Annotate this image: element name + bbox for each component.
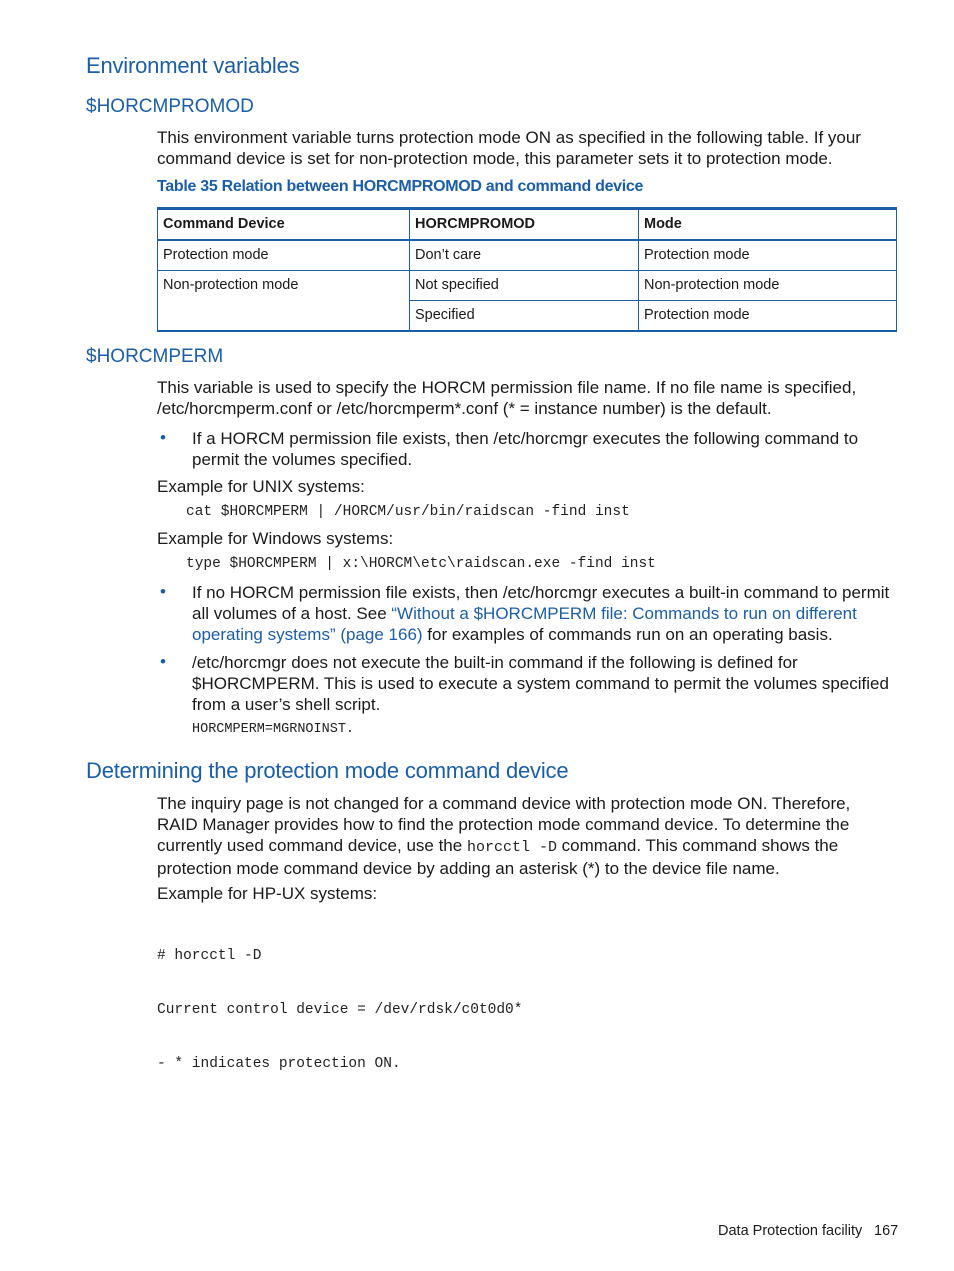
hpux-example-label: Example for HP-UX systems:: [157, 884, 378, 903]
perm-line-2: /etc/horcmperm.conf or /etc/horcmperm*.conf (* = instance number) is the default.: [157, 399, 772, 418]
bullet-1-line-2: permit the volumes specified.: [192, 450, 413, 469]
bullet-icon: •: [160, 582, 166, 601]
determine-paragraph: [157, 793, 850, 879]
bullet-3-line-1: /etc/horcmgr does not execute the built-in command if the following is defined for: [192, 653, 798, 672]
bullet-3-line-3: from a user’s shell script.: [192, 695, 381, 714]
determine-line-2: RAID Manager provides how to find the protection mode command device. To determine the: [157, 815, 850, 834]
table-header-cell: Mode: [639, 209, 897, 241]
footer-section-name: Data Protection facility: [718, 1223, 863, 1239]
subheading-horcmpromod: $HORCMPROMOD: [86, 96, 254, 117]
cross-reference-link-continued[interactable]: operating systems” (page 166): [192, 625, 423, 644]
hpux-code-block: [157, 911, 522, 1091]
code-line: Current control device = /dev/rdsk/c0t0d0*: [157, 1002, 523, 1018]
bullet-1-text: [192, 428, 858, 470]
table-cell: Not specified: [410, 271, 639, 301]
windows-example-label: Example for Windows systems:: [157, 529, 394, 548]
table-header-row: [158, 209, 897, 241]
table-row: [158, 271, 897, 301]
bullet-2-text: [192, 582, 889, 645]
bullet-2-text-span: all volumes of a host. See: [192, 604, 392, 623]
table-cell: Protection mode: [639, 301, 897, 332]
table-cell: Specified: [410, 301, 639, 332]
promod-line-2: command device is set for non-protection mode, this parameter sets it to protection mode.: [157, 149, 833, 168]
promod-line-1: This environment variable turns protection mode ON as specified in the following table. If your: [157, 128, 861, 147]
determine-text-span: command. This command shows the: [556, 836, 839, 855]
code-line: # horcctl -D: [157, 948, 262, 964]
code-line: - * indicates protection ON.: [157, 1056, 401, 1072]
section-heading-environment-variables: Environment variables: [86, 53, 300, 78]
perm-paragraph: [157, 377, 856, 419]
bullet-icon: •: [160, 428, 166, 447]
inline-code: horcctl -D: [466, 839, 557, 856]
bullet-icon: •: [160, 652, 166, 671]
table-cell: Protection mode: [639, 240, 897, 271]
determine-line-4: protection mode command device by adding an asterisk (*) to the device file name.: [157, 859, 780, 878]
subheading-horcmperm: $HORCMPERM: [86, 346, 224, 367]
determine-line-3: [157, 835, 850, 858]
cross-reference-link[interactable]: “Without a $HORCMPERM file: Commands to run on different: [391, 604, 857, 623]
horcmpromod-table: [157, 207, 897, 332]
section-heading-determining: Determining the protection mode command device: [86, 758, 569, 783]
page-number: 167: [874, 1223, 899, 1239]
table-cell: Non-protection mode: [158, 271, 410, 332]
windows-code: type $HORCMPERM | x:\HORCM\etc\raidscan.exe -find inst: [186, 556, 656, 572]
table-cell: Don’t care: [410, 240, 639, 271]
bullet-3-code: HORCMPERM=MGRNOINST.: [192, 722, 355, 737]
bullet-2-text-span: for examples of commands run on an operating basis.: [422, 625, 833, 644]
unix-code: cat $HORCMPERM | /HORCM/usr/bin/raidscan -find inst: [186, 504, 630, 520]
determine-line-1: The inquiry page is not changed for a command device with protection mode ON. Therefore,: [157, 794, 851, 813]
table-cell: Non-protection mode: [639, 271, 897, 301]
bullet-3-line-2: $HORCMPERM. This is used to execute a system command to permit the volumes specified: [192, 674, 889, 693]
table-cell: Protection mode: [158, 240, 410, 271]
unix-example-label: Example for UNIX systems:: [157, 477, 365, 496]
table-row: [158, 240, 897, 271]
determine-text-span: currently used command device, use the: [157, 836, 467, 855]
table-caption: Table 35 Relation between HORCMPROMOD and command device: [157, 178, 644, 195]
bullet-1-line-1: If a HORCM permission file exists, then /etc/horcmgr executes the following command to: [192, 429, 859, 448]
bullet-2-line-1: If no HORCM permission file exists, then /etc/horcmgr executes a built-in command to permit: [192, 583, 890, 602]
bullet-2-line-3: [192, 624, 889, 645]
table-header-cell: HORCMPROMOD: [410, 209, 639, 241]
perm-line-1: This variable is used to specify the HORCM permission file name. If no file name is specified,: [157, 378, 857, 397]
bullet-2-line-2: [192, 603, 889, 624]
table-header-cell: Command Device: [158, 209, 410, 241]
bullet-3-text: [192, 652, 889, 715]
promod-paragraph: [157, 127, 861, 169]
